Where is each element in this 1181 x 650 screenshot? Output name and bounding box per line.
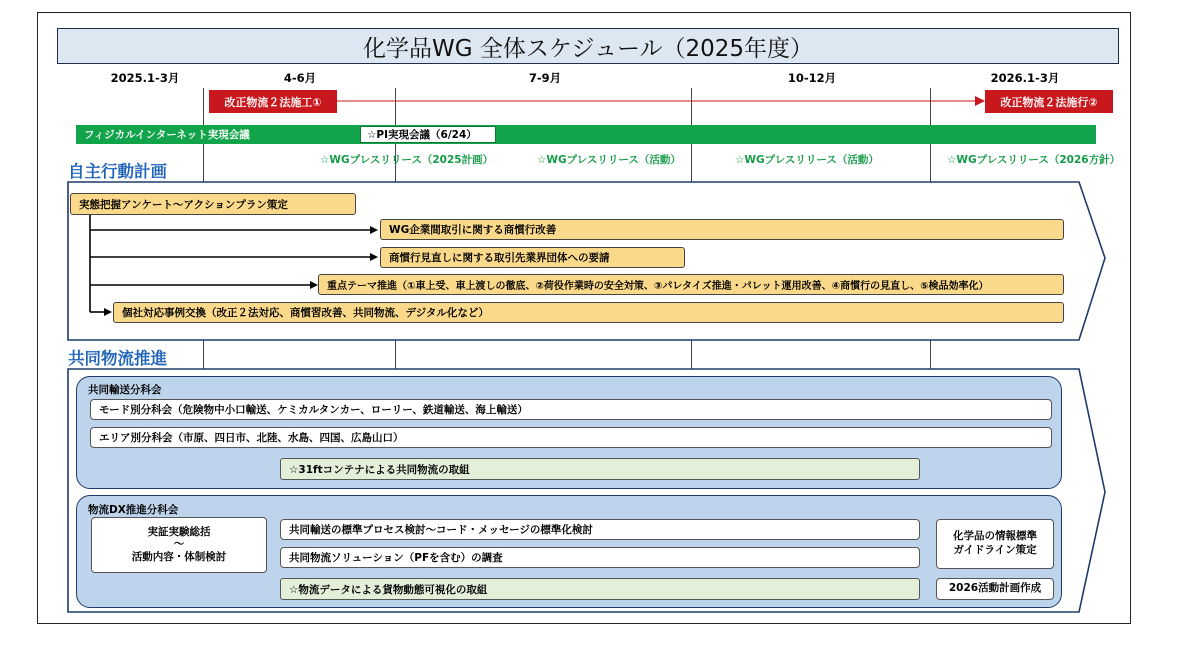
pilot-summary-line2: ～ <box>173 538 185 551</box>
pilot-summary-box <box>91 517 267 573</box>
period-header-q3: 7-9月 <box>528 71 562 85</box>
period-header-q4: 10-12月 <box>787 71 837 85</box>
survey-action-plan-box: 実態把握アンケート～アクションプラン策定 <box>70 193 356 215</box>
period-header-q2: 4-6月 <box>283 71 317 85</box>
pi-meeting-label: ☆PI実現会議（6/24） <box>360 126 496 143</box>
press-release-activity-2: ☆WGプレスリリース（活動） <box>735 154 879 166</box>
section-heading-voluntary-plan: 自主行動計画 <box>68 162 167 181</box>
period-header-2025-q1: 2025.1-3月 <box>110 71 180 85</box>
milestone-law-phase1: 改正物流２法施工① <box>209 90 337 113</box>
milestone-law-phase2: 改正物流２法施行② <box>985 90 1113 113</box>
task-industry-request: 商慣行見直しに関する取引先業界団体への要請 <box>380 247 685 268</box>
section-heading-joint-logistics: 共同物流推進 <box>68 349 167 368</box>
transport-subcommittee-label: 共同輸送分科会 <box>88 384 162 396</box>
guideline-line2: ガイドライン策定 <box>953 544 1037 556</box>
task-priority-themes: 重点テーマ推進（①車上受、車上渡しの徹底、②荷役作業時の安全対策、③パレタイズ推進・パレット運用改善、④商慣行の見直し、⑤検品効率化） <box>318 274 1064 295</box>
area-subcommittee-box: エリア別分科会（市原、四日市、北陸、水島、四国、広島山口） <box>90 427 1052 448</box>
activity-plan-2026-box: 2026活動計画作成 <box>936 578 1054 600</box>
press-release-activity-1: ☆WGプレスリリース（活動） <box>537 154 681 166</box>
press-release-2026-policy: ☆WGプレスリリース（2026方針） <box>947 154 1121 166</box>
task-commercial-practice: WG企業間取引に関する商慣行改善 <box>380 219 1064 240</box>
pilot-summary-line3: 活動内容・体制検討 <box>131 550 227 563</box>
pilot-summary-line1: 実証実験総括 <box>147 526 211 539</box>
standard-process-box: 共同輸送の標準プロセス検討～コード・メッセージの標準化検討 <box>280 519 920 540</box>
pi-conference-bar: フィジカルインターネット実現会議 <box>76 125 1096 144</box>
cargo-visualization-box: ☆物流データによる貨物動態可視化の取組 <box>280 578 920 600</box>
dx-subcommittee-label: 物流DX推進分科会 <box>88 504 179 516</box>
press-release-2025-plan: ☆WGプレスリリース（2025計画） <box>320 154 494 166</box>
page-title: 化学品WG 全体スケジュール（2025年度） <box>57 28 1119 64</box>
guideline-line1: 化学品の情報標準 <box>953 530 1037 543</box>
logistics-solution-box: 共同物流ソリューション（PFを含む）の調査 <box>280 547 920 568</box>
info-standard-guideline-box <box>936 519 1054 569</box>
container-initiative-box: ☆31ftコンテナによる共同物流の取組 <box>280 458 920 480</box>
task-case-exchange: 個社対応事例交換（改正２法対応、商慣習改善、共同物流、デジタル化など） <box>113 302 1064 323</box>
mode-subcommittee-box: モード別分科会（危険物中小口輸送、ケミカルタンカー、ローリー、鉄道輸送、海上輸送） <box>90 399 1052 420</box>
period-header-2026-q1: 2026.1-3月 <box>990 71 1060 85</box>
